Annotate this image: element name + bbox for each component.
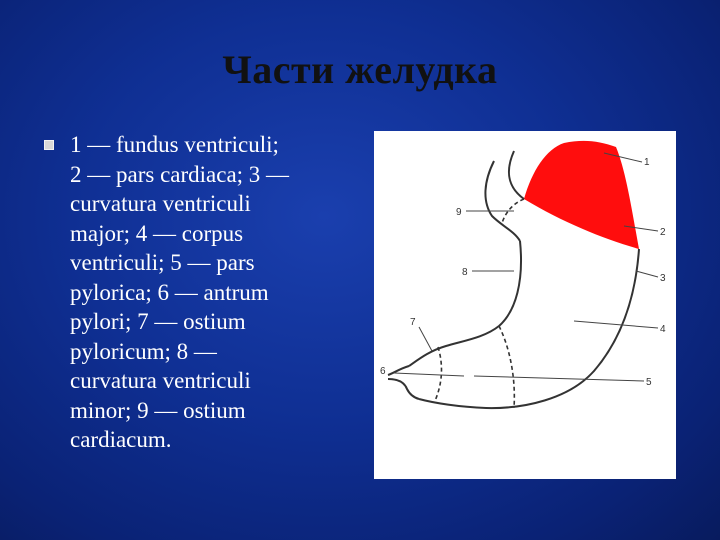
square-bullet-icon xyxy=(44,140,54,150)
label-3: 3 xyxy=(660,273,666,284)
bullet-item xyxy=(42,130,342,455)
label-9: 9 xyxy=(456,207,462,218)
pylorus-lower-wall xyxy=(388,379,419,399)
label-6: 6 xyxy=(380,366,386,377)
lesser-curvature xyxy=(409,241,521,366)
pyloric-part-boundary-dashed xyxy=(499,326,514,408)
slide-title: Части желудка xyxy=(222,47,498,92)
esophagus-left-wall xyxy=(485,161,520,241)
label-7: 7 xyxy=(410,317,416,328)
label-5: 5 xyxy=(646,377,652,388)
bullet-text: 1 — fundus ventriculi; 2 — pars cardiaca; 3 — curvatura ventriculi major; 4 — corpus ventriculi; 5 — pars pylorica; 6 — antrum pylori; 7 — ostium pyloricum; 8 — curvatura ventriculi minor; 9 — ostium cardiacum. xyxy=(70,132,290,452)
stomach-diagram xyxy=(374,131,676,479)
label-8: 8 xyxy=(462,267,468,278)
bullet-list xyxy=(42,130,342,455)
greater-curvature xyxy=(419,249,639,408)
label-4: 4 xyxy=(660,324,666,335)
label-1: 1 xyxy=(644,157,650,168)
stomach-diagram-svg xyxy=(374,131,676,479)
label-2: 2 xyxy=(660,227,666,238)
esophagus-right-wall xyxy=(509,151,524,199)
